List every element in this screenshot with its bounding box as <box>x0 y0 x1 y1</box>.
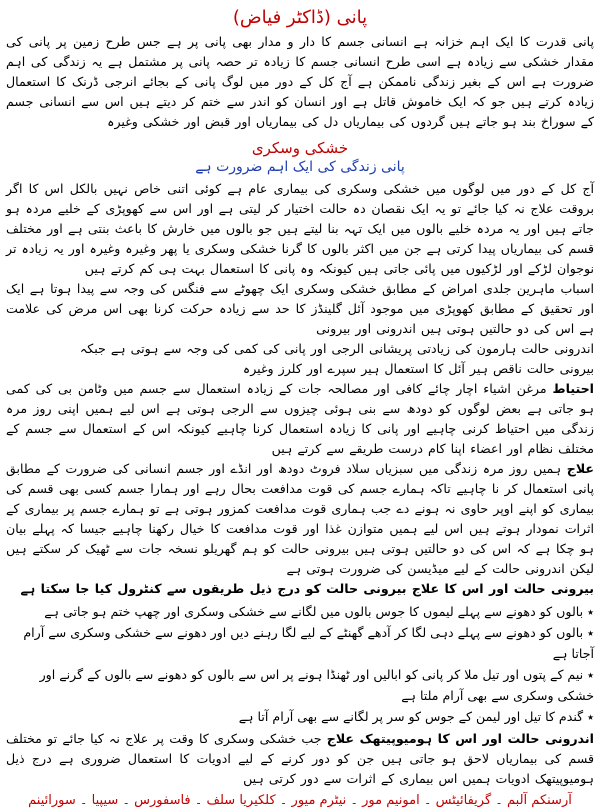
precaution-text: مرغن اشیاء اچار چائے کافی اور مصالحہ جات کے زیادہ استعمال سے جسم میں وٹامن بی کی کمی ہو جاتی ہے بعض لوگوں کو دودھ سے بنی ہوئی چیزوں سے الرجی ہوتی ہے اس لیے ہمیں اپنی روز مرہ زندگی میں احتیاط کرنی چاہیے اور پانی کا زیادہ استعمال کرنا چاہیے کیونکہ اس کے استعمال سے جسم کے مختلف نظام اور اعضاء اپنا کام درست طریقے سے کرتے ہیں <box>6 381 594 456</box>
list-item <box>6 664 594 706</box>
section-subtitle: پانی زندگی کی ایک اہم ضرورت ہے <box>195 159 405 175</box>
section-title: خشکی وسکری <box>251 139 349 157</box>
list-item-text: نیم کے پتوں اور تیل ملا کر پانی کو ابالیں اور ٹھنڈا ہونے پر اس سے بالوں کو دھونے سے بالوں کے گرنے اور خشکی وسکری سے بھی آرام ملتا ہے <box>39 667 594 703</box>
paragraph-precaution <box>6 379 594 459</box>
article-title: پانی (ڈاکٹر فیاض) <box>232 7 368 28</box>
homeopathic-lead: اندرونی حالت اور اس کا ہومیوپیتھک علاج <box>326 731 594 746</box>
list-item <box>6 706 594 727</box>
treatment-text: ہمیں روز مرہ زندگی میں سبزیاں سلاد فروٹ دودھ اور انڈے اور جسم انسانی کی ضرورت کے مطابق پانی استعمال کر نا چاہیے تاکہ ہمارے جسم کی قوت مدافعت بحال رہے اور ہمارا جسم کسی بھی قسم کی بیماری کو اپنے اوپر حاوی نہ ہونے دے جب ہماری قوت مدافعت کمزور ہوتی ہے تو ہمارے جسم پر بیماری کے اثرات نمودار ہوتے ہیں اس لیے ہمیں متوازن غذا اور قوت مدافعت کا خیال رکھنا چاہیے جیسا کہ پہلے بیان ہو چکا ہے کہ اس کی دو حالتیں ہوتی ہیں بیرونی حالت کو ہم گھریلو نسخہ جات سے ٹھیک کر سکتے ہیں لیکن اندرونی حالت کے لیے میڈیسن کی ضرورت ہوتی ہے <box>6 461 594 576</box>
list-item-text: بالوں کو دھونے سے پہلے دہی لگا کر آدھے گھنٹے کے لیے لگا رہنے دیں اور دھونے سے خشکی وسکری سے آرام آجاتا ہے <box>23 625 594 661</box>
medicine-list: آرسنکم آلبم ۔ گریفائیٹس ۔ امونیم مور ۔ نیٹرم میور ۔ کلکیریا سلف ۔ فاسفورس ۔ سیپیا ۔ سورائینم <box>28 793 572 808</box>
precaution-lead: احتیاط <box>552 381 594 396</box>
bullet-icon: ٭ <box>587 709 594 724</box>
paragraph-homeopathic <box>6 729 594 789</box>
homeopathic-text: جب خشکی وسکری کا وقت پر علاج نہ کیا جائے تو مختلف قسم کی بیماریاں لاحق ہو جاتی ہیں جن کو دور کرنے کے لیے ادویات کا استعمال ضروری ہے درج ذیل ہومیوپیتھک ادویات ہمیں اس بیماری کے اثرات سے دور کرتی ہیں <box>6 731 594 786</box>
paragraph-internal-condition: اندرونی حالت ہارمون کی زیادتی پریشانی الرجی اور پانی کی کمی کی وجہ سے ہوتی ہے جبکہ <box>79 341 594 356</box>
bullet-icon: ٭ <box>587 604 594 619</box>
list-item <box>6 622 594 664</box>
list-item-text: گندم کا تیل اور لیمن کے جوس کو سر پر لگانے سے بھی آرام آتا ہے <box>238 709 584 724</box>
intro-paragraph: پانی قدرت کا ایک اہم خزانہ ہے انسانی جسم کا دار و مدار بھی پانی پر ہے جس طرح زمین پر پانی کی مقدار خشکی سے زیادہ ہے اسی طرح انسانی جسم کا زیادہ تر حصہ پانی پر مشتمل ہے یہ زندگی کی اہم ضرورت ہے اس کے بغیر زندگی ناممکن ہے آج کل کے دور میں لوگ پانی کے بجائے انرجی ڈرنک کا استعمال زیادہ کرتے ہیں جو کہ ایک خاموش قاتل ہے اور انسان کو اندر سے ختم کر دیتے ہیں اس سے انسانی جسم کے سوراخ بند ہو جاتے ہیں گردوں کی بیماریاں دل کی بیماریاں اور قبض اور خشکی وغیرہ <box>6 34 594 129</box>
list-item-text: بالوں کو دھونے سے پہلے لیموں کا جوس بالوں میں لگانے سے خشکی وسکری اور چھپ ختم ہو جاتی ہے <box>44 604 584 619</box>
remedies-list <box>6 601 594 727</box>
paragraph-causes: اسباب ماہرین جلدی امراض کے مطابق خشکی وسکری ایک چھوٹے سے فنگس کی وجہ سے پیدا ہوتا ہے ایک اور تحقیق کے مطابق کھوپڑی میں موجود آئل گلینڈز کا حد سے زیادہ حرکت کرنا بھی اس مرض کی علامت ہے اس کی دو حالتیں ہوتی ہیں اندرونی اور بیرونی <box>6 281 594 336</box>
remedies-intro: بیرونی حالت اور اس کا علاج بیرونی حالت کو درج ذیل طریقوں سے کنٹرول کیا جا سکتا ہے <box>20 581 594 596</box>
paragraph-treatment <box>6 459 594 579</box>
bullet-icon: ٭ <box>587 625 594 640</box>
list-item <box>6 601 594 622</box>
paragraph-external-condition: بیرونی حالت ناقص ہیر آئل کا استعمال ہیر سپرے اور کلرز وغیرہ <box>242 361 594 376</box>
bullet-icon: ٭ <box>587 667 594 682</box>
treatment-lead: علاج <box>566 461 594 476</box>
paragraph-overview: آج کل کے دور میں لوگوں میں خشکی وسکری کی بیماری عام ہے کوئی اتنی خاص نہیں بالکل اس کا اگر بروقت علاج نہ کیا جائے تو یہ ایک نقصان دہ حالت اختیار کر لیتی ہے اور اس سے کھوپڑی کے خلیے مردہ ہو جاتے ہیں اور یہ مردہ خلیے بالوں میں ایک تہہ بنا لیتے ہیں جو بالوں میں خارش کا باعث بنتی ہے اور مختلف قسم کی بیماریاں پیدا کرتی ہے جن میں اکثر بالوں کا گرنا خشکی وسکری یا پھر وغیرہ وغیرہ اور یہ زیادہ تر نوجوان لڑکے اور لڑکیوں میں پائی جاتی ہیں کیونکہ وہ پانی کا استعمال بہت ہی کم کرتے ہیں <box>6 181 594 276</box>
